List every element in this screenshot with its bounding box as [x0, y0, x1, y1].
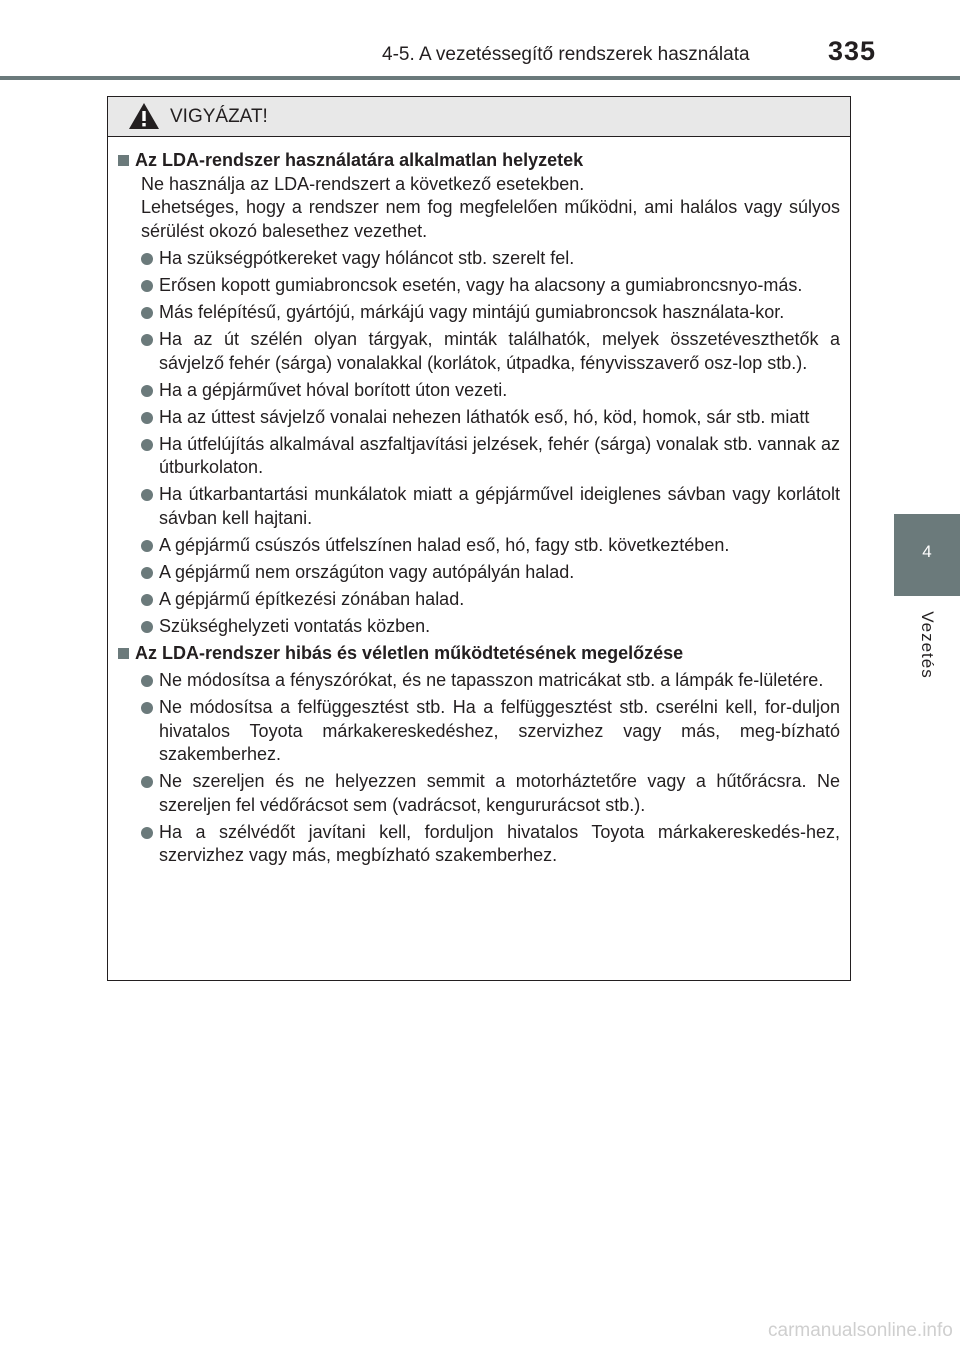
square-bullet-icon — [118, 648, 129, 659]
list-item: Más felépítésű, gyártójú, márkájú vagy mintájú gumiabroncsok használata-kor. — [141, 301, 840, 325]
list-item: Ha szükségpótkereket vagy hóláncot stb. szerelt fel. — [141, 247, 840, 271]
list-item: Ha az úttest sávjelző vonalai nehezen láthatók eső, hó, köd, homok, sár stb. miatt — [141, 406, 840, 430]
chapter-label: Vezetés — [918, 611, 937, 679]
round-bullet-icon — [141, 253, 153, 265]
round-bullet-icon — [141, 412, 153, 424]
round-bullet-icon — [141, 776, 153, 788]
round-bullet-icon — [141, 307, 153, 319]
bullet-list — [116, 247, 840, 638]
round-bullet-icon — [141, 621, 153, 633]
list-item: Ne módosítsa a felfüggesztést stb. Ha a felfüggesztést stb. cserélni kell, for-duljon hivatalos Toyota márkakereskedéshez, szervizhez vagy más, meg-bízható szakemberhez. — [141, 696, 840, 767]
round-bullet-icon — [141, 594, 153, 606]
list-item: Ha a gépjárművet hóval borított úton vezeti. — [141, 379, 840, 403]
round-bullet-icon — [141, 489, 153, 501]
list-item: Ha a szélvédőt javítani kell, forduljon hivatalos Toyota márkakereskedés-hez, szervizhez vagy más, megbízható szakemberhez. — [141, 821, 840, 868]
round-bullet-icon — [141, 675, 153, 687]
list-item: A gépjármű csúszós útfelszínen halad eső, hó, fagy stb. következtében. — [141, 534, 840, 558]
warning-content — [108, 149, 850, 871]
list-item: Ha útkarbantartási munkálatok miatt a gépjárművel ideiglenes sávban vagy korlátolt sávban kell hajtani. — [141, 483, 840, 530]
intro-paragraph: Lehetséges, hogy a rendszer nem fog megfelelően működni, ami halálos vagy súlyos sérülést okozó balesethez vezethet. — [141, 197, 840, 241]
watermark: carmanualsonline.info — [768, 1320, 953, 1341]
section-heading: Az LDA-rendszer használatára alkalmatlan helyzetek — [116, 149, 840, 173]
list-item: Erősen kopott gumiabroncsok esetén, vagy ha alacsony a gumiabroncsnyo-más. — [141, 274, 840, 298]
round-bullet-icon — [141, 334, 153, 346]
list-item: Ne szereljen és ne helyezzen semmit a motorháztetőre vagy a hűtőrácsra. Ne szereljen fel védőrácsot sem (vadrácsot, kengururácsot stb.). — [141, 770, 840, 817]
running-header-title: 4-5. A vezetéssegítő rendszerek használata — [382, 44, 750, 65]
round-bullet-icon — [141, 540, 153, 552]
intro-paragraph: Ne használja az LDA-rendszert a következő esetekben. — [141, 173, 585, 194]
page-number: 335 — [828, 36, 877, 66]
chapter-number: 4 — [922, 542, 932, 561]
list-item: A gépjármű nem országúton vagy autópályán halad. — [141, 561, 840, 585]
round-bullet-icon — [141, 439, 153, 451]
list-item: A gépjármű építkezési zónában halad. — [141, 588, 840, 612]
bullet-list — [116, 669, 840, 868]
list-item: Ha útfelújítás alkalmával aszfaltjavítási jelzések, fehér (sárga) vonalak stb. vannak az útburkolaton. — [141, 433, 840, 480]
list-item: Szükséghelyzeti vontatás közben. — [141, 615, 840, 639]
round-bullet-icon — [141, 567, 153, 579]
section-intro — [116, 173, 840, 244]
list-item: Ne módosítsa a fényszórókat, és ne tapasszon matricákat stb. a lámpák fe-lületére. — [141, 669, 840, 693]
section-heading: Az LDA-rendszer hibás és véletlen működtetésének megelőzése — [116, 642, 840, 666]
round-bullet-icon — [141, 280, 153, 292]
warning-triangle-icon — [128, 102, 160, 130]
warning-title: VIGYÁZAT! — [170, 106, 268, 127]
warning-box — [107, 96, 851, 981]
warning-header — [108, 97, 850, 137]
round-bullet-icon — [141, 702, 153, 714]
chapter-tab — [894, 514, 960, 596]
header-rule — [0, 76, 960, 80]
round-bullet-icon — [141, 827, 153, 839]
round-bullet-icon — [141, 385, 153, 397]
list-item: Ha az út szélén olyan tárgyak, minták találhatók, melyek összetéveszthetők a sávjelző fehér (sárga) vonalakkal (korlátok, útpadka, fényvisszaverő osz-lop stb.). — [141, 328, 840, 375]
square-bullet-icon — [118, 155, 129, 166]
